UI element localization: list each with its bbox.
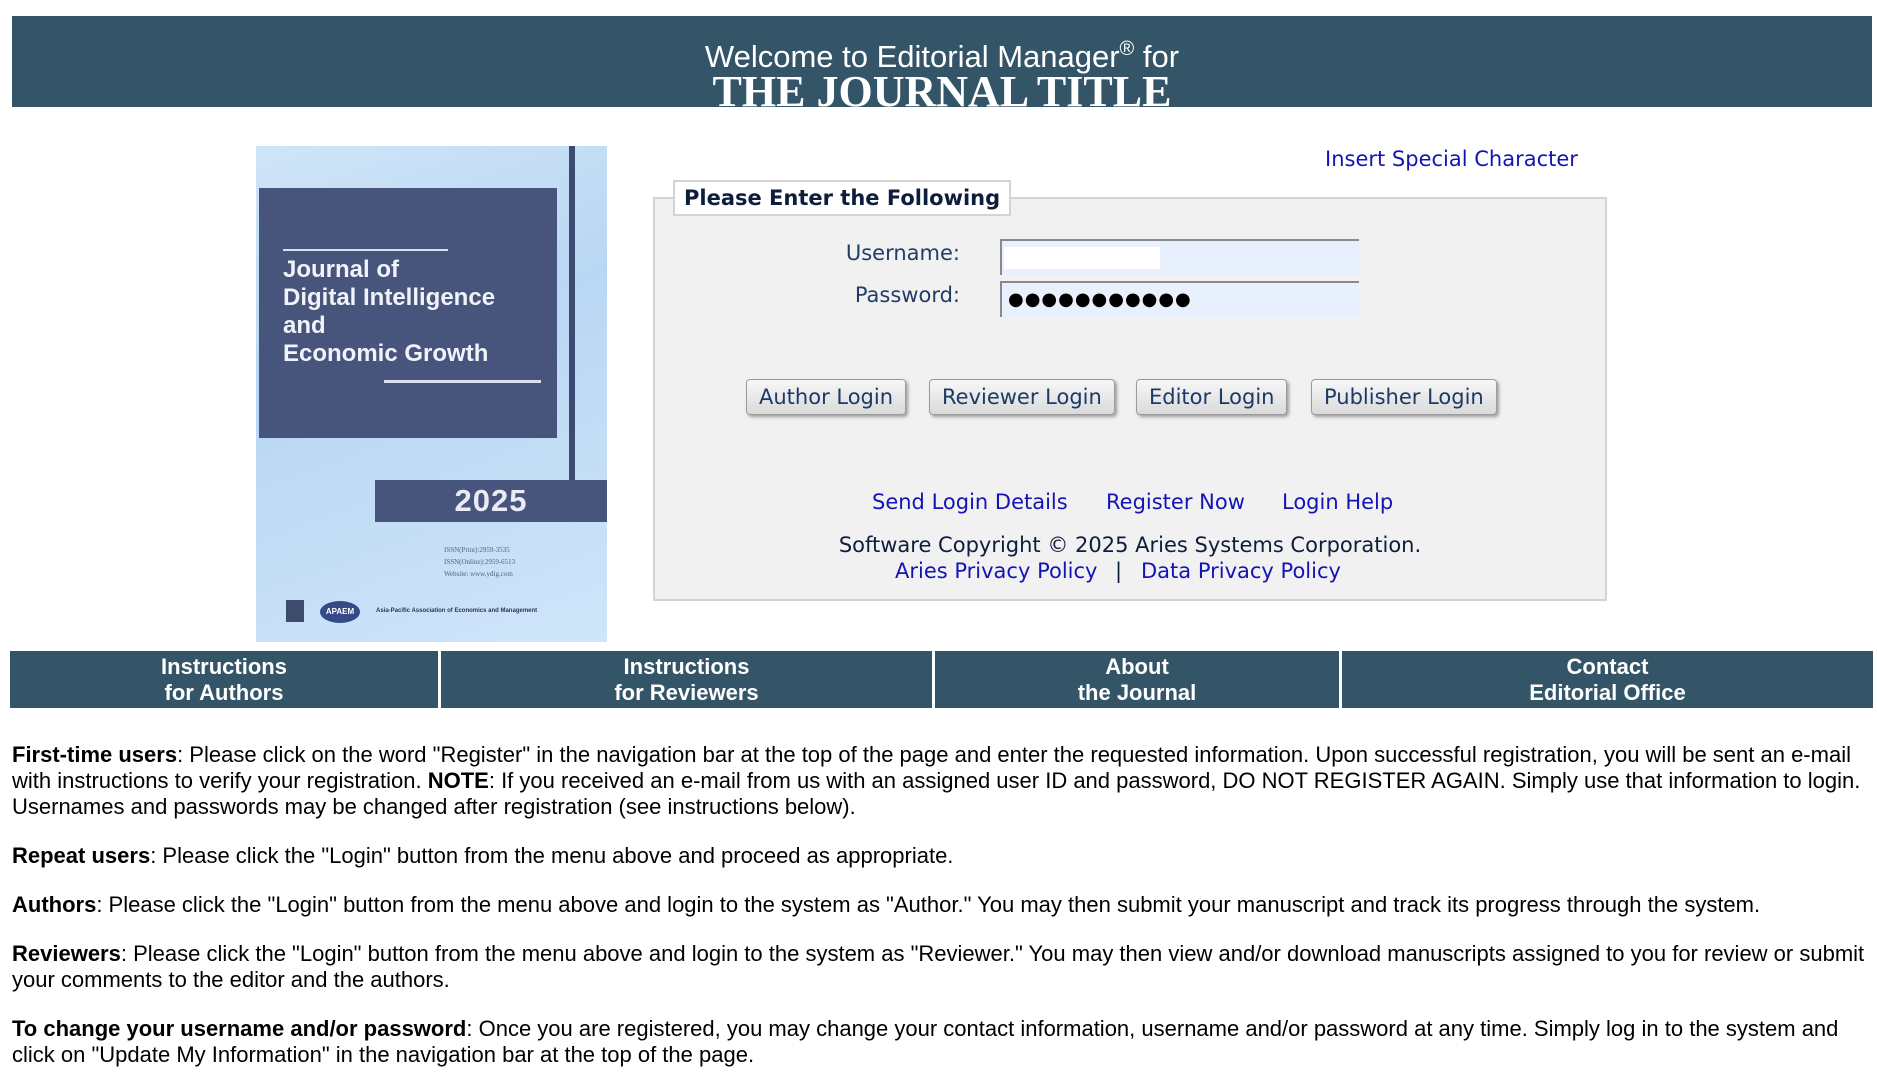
change-credentials-text: : Once you are registered, you may change your contact information, username and/or password at any time. Simply log in to the system and click on "Update My Information" in the navigation bar at the top of the page. [12,1016,1839,1067]
software-copyright: Software Copyright © 2025 Aries Systems Corporation. [838,533,1422,557]
cover-rail [569,146,575,481]
reviewer-login-button[interactable]: Reviewer Login [929,379,1115,415]
nav-about-the-journal[interactable] [935,651,1339,708]
cover-publisher-logo: APAEM [320,601,360,623]
username-autofill-highlight [1004,247,1160,269]
cover-issn [444,544,515,580]
reviewers-text: : Please click the "Login" button from the menu above and login to the system as "Reviewer." You may then view and/or download manuscripts assigned to you for review or submit your comments to the editor and the authors. [12,941,1865,992]
nav-label-line1: About [1105,654,1169,679]
reviewers-paragraph [12,941,1870,993]
cover-rule-top [283,249,448,251]
nav-contact-editorial-office[interactable] [1342,651,1873,708]
repeat-users-text: : Please click the "Login" button from the menu above and proceed as appropriate. [150,843,954,868]
login-legend: Please Enter the Following [673,180,1011,216]
nav-instructions-for-reviewers[interactable] [441,651,932,708]
first-time-users-text-a: : Please click on the word "Register" in the navigation bar at the top of the page and enter the requested information. Upon successful registration, you will be sent an e-mail with instructions to verify your registration. [12,742,1851,793]
password-input[interactable]: ●●●●●●●●●●● [1000,281,1359,317]
journal-title: THE JOURNAL TITLE [712,67,1172,116]
login-help-link[interactable]: Login Help [1282,490,1394,514]
nav-label-line2: Editorial Office [1529,680,1686,705]
authors-text: : Please click the "Login" button from the menu above and login to the system as "Author." You may then submit your manuscript and track its progress through the system. [96,892,1761,917]
cover-issn-print: ISSN(Print):2959-3535 [444,546,510,554]
welcome-for: for [1142,39,1180,74]
nav-label-line1: Instructions [623,654,750,679]
authors-label: Authors [12,892,97,917]
nav-label-line2: for Authors [164,680,284,705]
welcome-text: Welcome to Editorial Manager [704,39,1120,74]
username-label: Username: [845,241,960,265]
first-time-users-paragraph [12,742,1870,820]
nav-label-line1: Contact [1566,654,1649,679]
cover-issn-online: ISSN(Online):2959-6513 [444,558,516,566]
first-time-users-label: First-time users [12,742,178,767]
data-privacy-policy-link[interactable]: Data Privacy Policy [1141,559,1341,583]
reviewers-label: Reviewers [12,941,121,966]
insert-special-character-link[interactable]: Insert Special Character [1325,147,1578,171]
repeat-users-paragraph [12,843,1870,869]
publisher-login-button[interactable]: Publisher Login [1311,379,1497,415]
nav-label-line2: for Reviewers [614,680,759,705]
cover-publisher-mark [286,600,304,622]
change-credentials-label: To change your username and/or password [12,1016,467,1041]
password-label: Password: [854,283,960,307]
journal-cover-image [256,146,607,642]
instructions-content [12,742,1870,1091]
first-time-users-text-b: : If you received an e-mail from us with an assigned user ID and password, DO NOT REGISTER AGAIN. Simply use that information to login. Usernames and passwords may be changed after registration (see instructions below). [12,768,1861,819]
registered-mark: ® [1119,38,1135,60]
aries-privacy-policy-link[interactable]: Aries Privacy Policy [895,559,1098,583]
send-login-details-link[interactable]: Send Login Details [872,490,1068,514]
repeat-users-label: Repeat users [12,843,151,868]
authors-paragraph [12,892,1870,918]
cover-title: Journal of Digital Intelligence and Economic Growth [283,256,496,367]
editor-login-button[interactable]: Editor Login [1136,379,1287,415]
note-label: NOTE [427,768,489,793]
cover-website: Website: www.ydig.com [444,570,513,578]
author-login-button[interactable]: Author Login [746,379,906,415]
nav-instructions-for-authors[interactable] [10,651,438,708]
header-banner [12,16,1872,116]
privacy-separator: | [1115,559,1123,583]
change-credentials-paragraph [12,1016,1870,1068]
cover-publisher-name: Asia-Pacific Association of Economics and Management [376,608,538,614]
nav-label-line1: Instructions [161,654,287,679]
cover-rule-bottom [384,380,541,383]
nav-label-line2: the Journal [1077,680,1197,705]
register-now-link[interactable]: Register Now [1106,490,1245,514]
cover-year: 2025 [375,480,607,522]
